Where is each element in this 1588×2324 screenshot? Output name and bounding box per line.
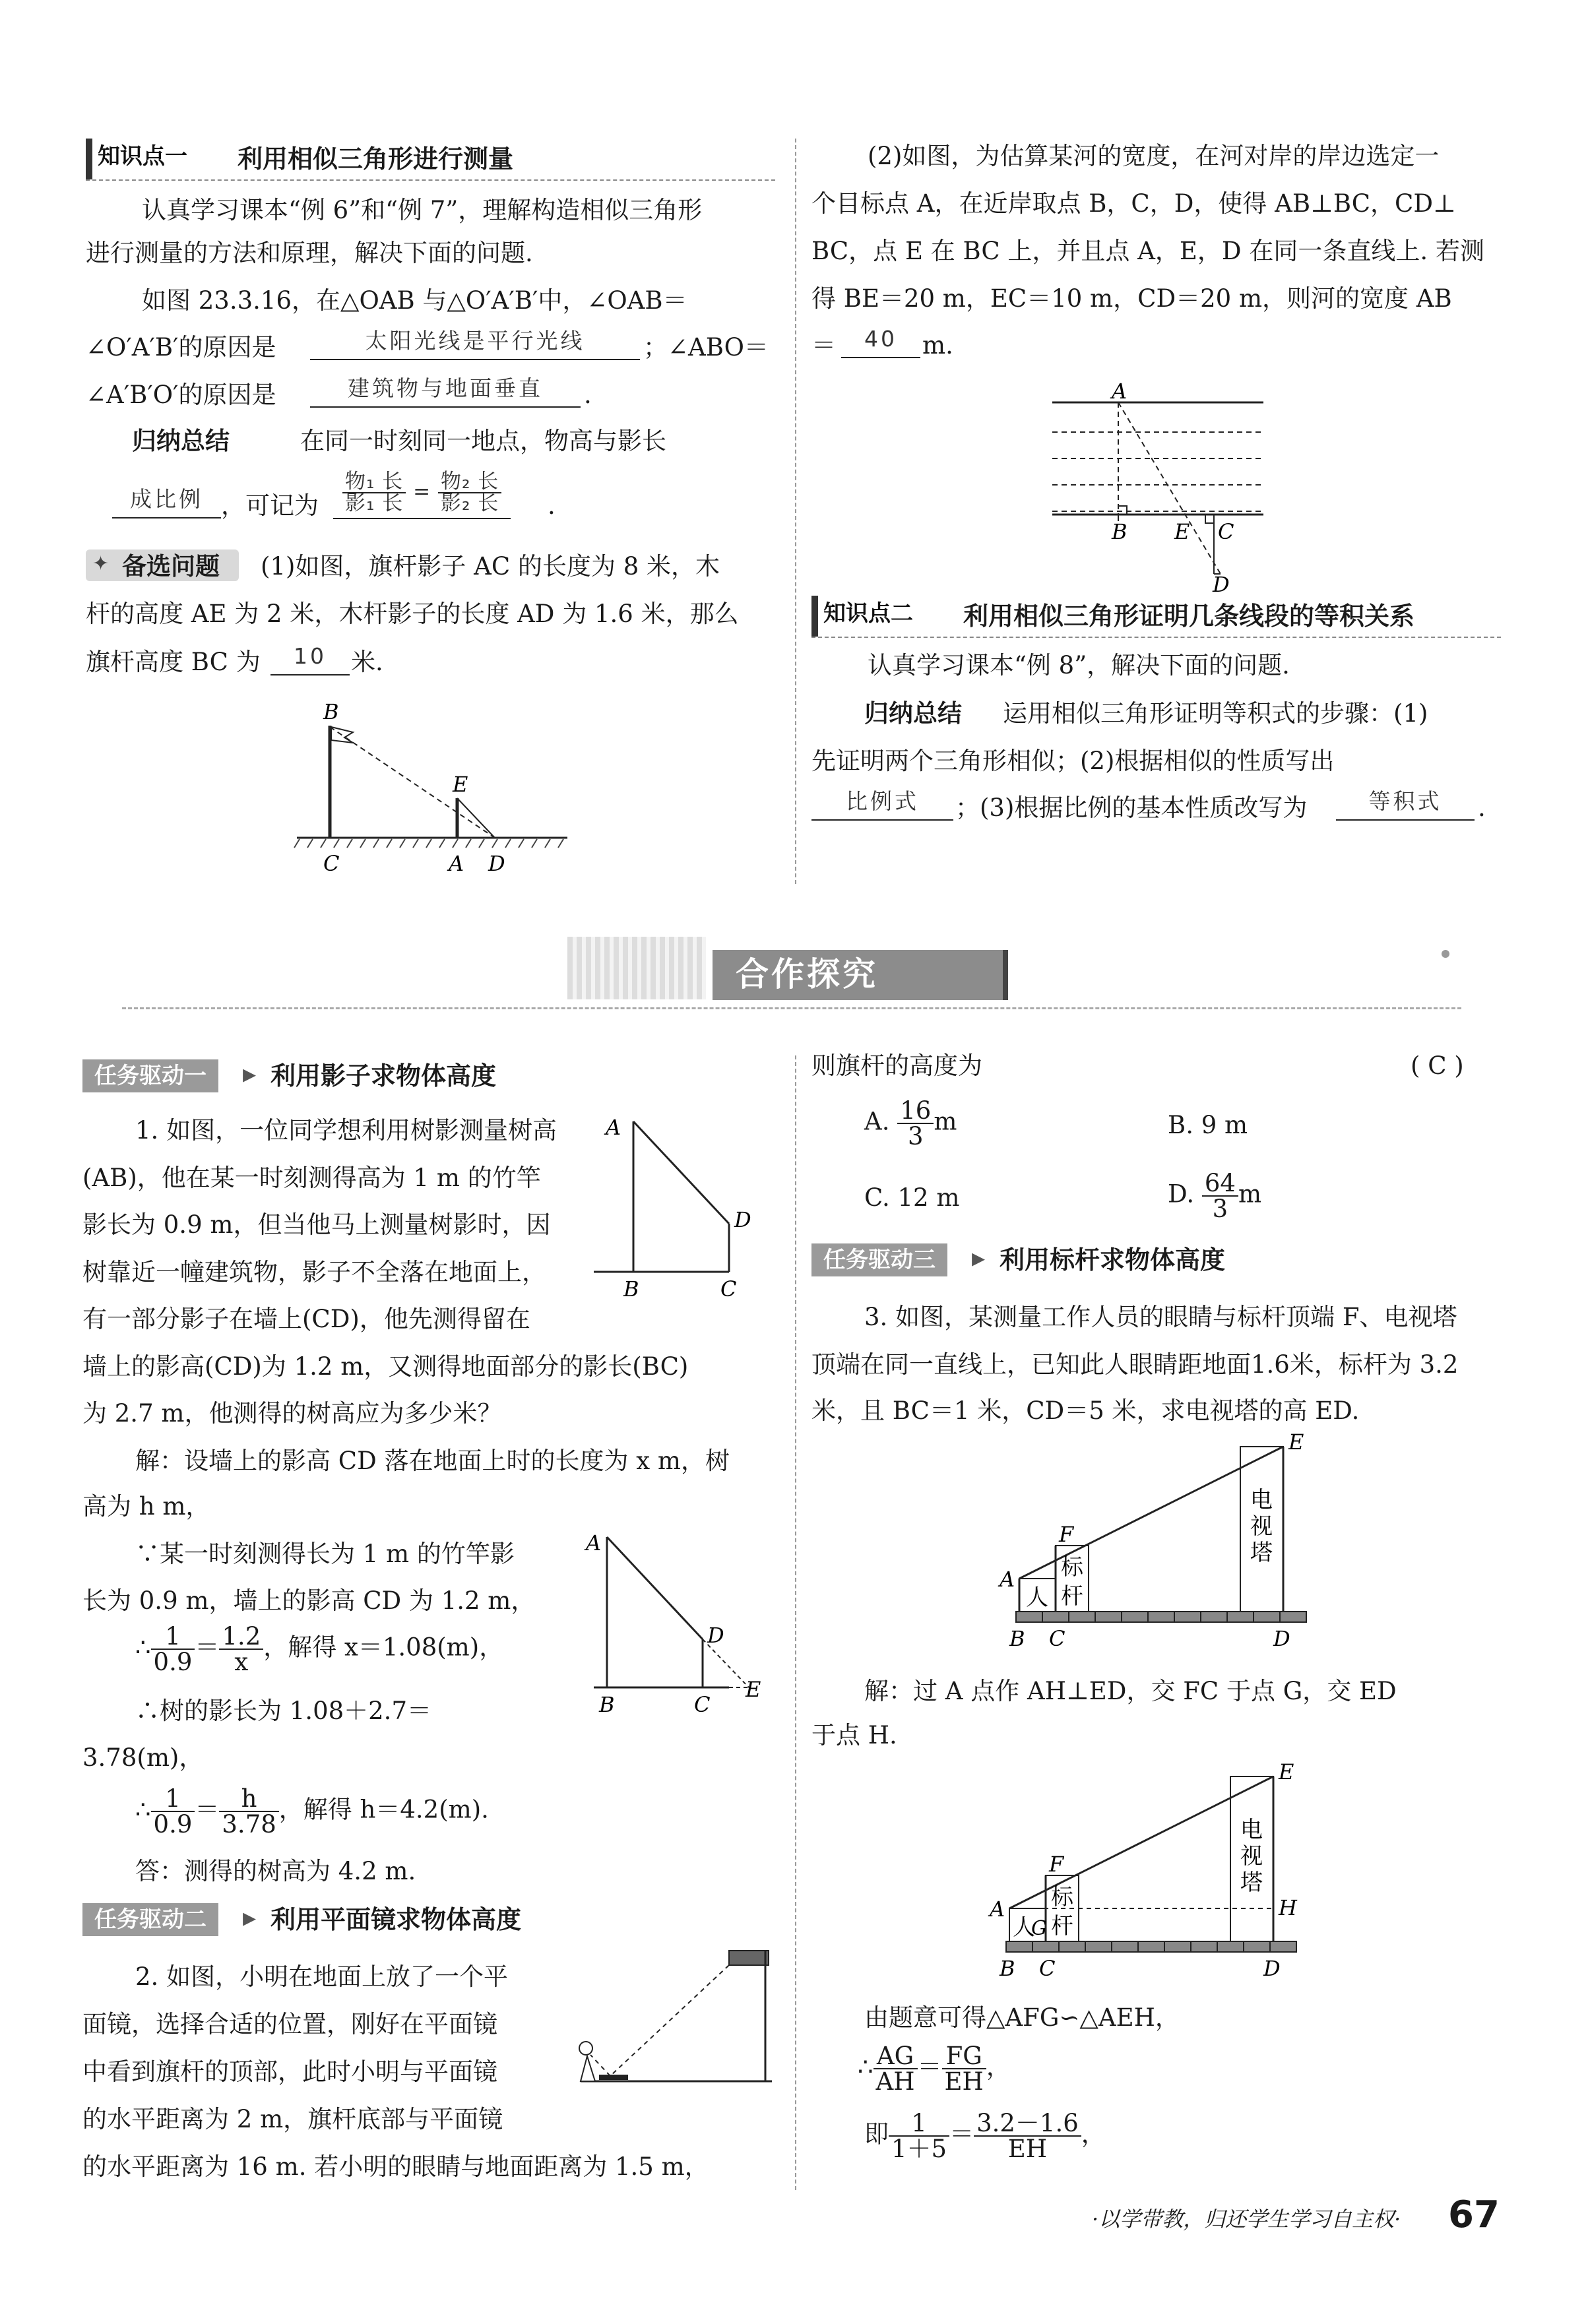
opt-a-num: 16 bbox=[897, 1098, 934, 1124]
flag-point-A: A bbox=[449, 851, 464, 876]
task1-s3: ∵某一时刻测得长为 1 m 的竹竿影 bbox=[135, 1540, 515, 1568]
task3-s5 bbox=[864, 2111, 1106, 2161]
t3s4-f1-num: AG bbox=[873, 2044, 918, 2069]
backup-q3b: 米. bbox=[351, 648, 383, 676]
opt-d-num: 64 bbox=[1202, 1171, 1238, 1197]
t3s4-post: ， bbox=[986, 2052, 1011, 2081]
task3-chevron-icon: ▸ bbox=[972, 1243, 986, 1273]
star-icon: ✦ bbox=[92, 552, 110, 575]
s5-f2-num: 1.2 bbox=[219, 1624, 263, 1650]
s5-equals: ＝ bbox=[195, 1633, 220, 1662]
t3s5-equals: ＝ bbox=[949, 2120, 974, 2149]
task1-q1: 1. 如图，一位同学想利用树影测量树高 bbox=[135, 1116, 557, 1145]
tv2-label-F: F bbox=[1049, 1852, 1064, 1877]
tv2-label-tv1: 电 bbox=[1240, 1817, 1263, 1843]
s8-f2-den: 3.78 bbox=[222, 1810, 276, 1838]
t3s5-pre: 即 bbox=[864, 2120, 889, 2149]
kp2-label: 知识点二 bbox=[823, 600, 913, 627]
kp2-s1: 运用相似三角形证明等积式的步骤：(1) bbox=[1003, 699, 1428, 728]
tv1-label-D: D bbox=[1273, 1626, 1290, 1651]
kp1-p2: 如图 23.3.16，在△OAB 与△O′A′B′中，∠OAB＝ bbox=[142, 286, 687, 315]
task1-q6: 墙上的影高(CD)为 1.2 m，又测得地面部分的影长(BC) bbox=[82, 1352, 689, 1381]
column-divider-top bbox=[795, 139, 796, 884]
task2-q1: 2. 如图，小明在地面上放了一个平 bbox=[135, 1963, 509, 1991]
task3-s1: 解：过 A 点作 AH⊥ED，交 FC 于点 G，交 ED bbox=[864, 1677, 1397, 1705]
river-point-D: D bbox=[1213, 572, 1230, 594]
kp1-summary-label: 归纳总结 bbox=[132, 427, 230, 455]
t3s4-therefore: ∴ bbox=[858, 2052, 873, 2081]
kp1-ratio-formula: $\frac{\text{物₁ 长}}{\text{影₁ 长}}$ = $\frac{\text{物₂ 长}}{\text{影₂ 长}}$ bbox=[333, 472, 511, 519]
tv2-label-E: E bbox=[1279, 1759, 1294, 1784]
kp1-p1b: 进行测量的方法和原理，解决下面的问题. bbox=[86, 239, 533, 267]
kp1-p1: 认真学习课本“例 6”和“例 7”，理解构造相似三角形 bbox=[142, 196, 703, 224]
s5-f1-num: 1 bbox=[151, 1624, 195, 1650]
t3s5-f2-num: 3.2－1.6 bbox=[974, 2111, 1081, 2137]
river-point-A: A bbox=[1112, 379, 1127, 404]
opt-d-unit: m bbox=[1238, 1179, 1262, 1209]
tv1-label-tv2: 视 bbox=[1250, 1513, 1273, 1540]
kp1-heading-bar bbox=[86, 139, 92, 179]
tv1-label-pole2: 杆 bbox=[1061, 1583, 1083, 1610]
tv2-label-tv3: 塔 bbox=[1240, 1869, 1263, 1896]
river-q1: (2)如图，为估算某河的宽度，在河对岸的岸边选定一 bbox=[868, 142, 1440, 170]
task2-option-c: C. 12 m bbox=[864, 1183, 960, 1212]
tree2-point-B: B bbox=[599, 1692, 615, 1717]
kp1-p3b: ；∠ABO＝ bbox=[643, 333, 769, 361]
tv2-label-pole2: 杆 bbox=[1051, 1913, 1073, 1939]
ratio-frac2-num: 物₂ 长 bbox=[438, 472, 501, 493]
t3s5-post: ， bbox=[1081, 2120, 1106, 2149]
tv1-label-A: A bbox=[1000, 1567, 1015, 1592]
t3s4-equals: ＝ bbox=[917, 2052, 942, 2081]
kp1-p4a: ∠A′B′O′的原因是 bbox=[86, 381, 276, 409]
kp2-p1: 认真学习课本“例 8”，解决下面的问题. bbox=[868, 651, 1290, 679]
tree-solution-figure bbox=[581, 1524, 792, 1722]
river-q2: 个目标点 A，在近岸取点 B，C，D，使得 AB⊥BC，CD⊥ bbox=[811, 189, 1456, 218]
kp1-answer1: 太阳光线是平行光线 bbox=[310, 330, 640, 360]
task3-label: 任务驱动三 bbox=[811, 1243, 947, 1276]
task2-chevron-icon: ▸ bbox=[243, 1902, 257, 1933]
task1-q5: 有一部分影子在墙上(CD)，他先测得留在 bbox=[82, 1305, 530, 1333]
kp2-underline bbox=[811, 637, 1501, 638]
river-q3: BC，点 E 在 BC 上，并且点 A，E，D 在同一条直线上. 若测 bbox=[811, 237, 1484, 265]
t3s5-f1-num: 1 bbox=[889, 2111, 949, 2137]
tv1-label-F: F bbox=[1059, 1522, 1074, 1547]
tv-tower-figure bbox=[996, 1428, 1326, 1679]
tree1-point-D: D bbox=[734, 1207, 751, 1232]
footer-slogan: ·以学带教，归还学生学习自主权· bbox=[1092, 2207, 1401, 2232]
tv2-label-person: 人 bbox=[1013, 1914, 1035, 1941]
task2-q5: 的水平距离为 16 m. 若小明的眼睛与地面距离为 1.5 m， bbox=[82, 2152, 709, 2181]
tree-shadow-figure bbox=[581, 1115, 778, 1300]
task1-q4: 树靠近一幢建筑物，影子不全落在地面上， bbox=[82, 1258, 546, 1286]
task2-q2: 面镜，选择合适的位置，刚好在平面镜 bbox=[82, 2010, 497, 2038]
task1-s1: 解：设墙上的影高 CD 落在地面上时的长度为 x m，树 bbox=[135, 1447, 730, 1475]
s5-therefore: ∴ bbox=[135, 1633, 151, 1662]
tv1-label-tv1: 电 bbox=[1250, 1487, 1273, 1513]
task3-s3: 由题意可得△AFG∽△AEH， bbox=[864, 2003, 1180, 2032]
task1-q3: 影长为 0.9 m，但当他马上测量树影时，因 bbox=[82, 1210, 551, 1239]
t3s4-f2-den: EH bbox=[944, 2067, 984, 2096]
opt-a-letter: A. bbox=[864, 1107, 890, 1136]
backup-q3a: 旗杆高度 BC 为 bbox=[86, 648, 261, 676]
task3-s4 bbox=[858, 2044, 1011, 2094]
task1-s5 bbox=[135, 1624, 503, 1674]
task1-s2: 高为 h m， bbox=[82, 1492, 210, 1521]
task2-q6: 则旗杆的高度为 bbox=[811, 1052, 982, 1080]
task2-label: 任务驱动二 bbox=[82, 1903, 218, 1936]
tree2-point-C: C bbox=[694, 1692, 711, 1717]
task2-q3: 中看到旗杆的顶部，此时小明与平面镜 bbox=[82, 2057, 497, 2086]
tree1-point-B: B bbox=[623, 1276, 639, 1300]
ratio-frac2-den: 影₂ 长 bbox=[440, 491, 499, 515]
s5-post: ，解得 x＝1.08(m)， bbox=[263, 1633, 504, 1662]
kp2-title: 利用相似三角形证明几条线段的等积关系 bbox=[963, 602, 1415, 631]
river-q5a: ＝ bbox=[811, 331, 836, 360]
s5-f2-den: x bbox=[234, 1648, 249, 1676]
banner-rule-end bbox=[1442, 950, 1449, 958]
task1-s4: 长为 0.9 m，墙上的影高 CD 为 1.2 m， bbox=[82, 1586, 536, 1615]
kp2-summary-label: 归纳总结 bbox=[864, 699, 962, 728]
opt-d-den: 3 bbox=[1212, 1195, 1228, 1223]
tv1-label-B: B bbox=[1009, 1626, 1025, 1651]
tv2-label-H: H bbox=[1279, 1895, 1297, 1920]
kp2-answer2: 等积式 bbox=[1336, 790, 1475, 821]
task1-title: 利用影子求物体高度 bbox=[270, 1061, 497, 1090]
t3s5-f1-den: 1＋5 bbox=[891, 2135, 947, 2163]
column-divider-bottom bbox=[795, 1055, 796, 2190]
task2-option-b: B. 9 m bbox=[1168, 1111, 1248, 1139]
task1-s8 bbox=[135, 1786, 489, 1837]
kp1-answer3: 成比例 bbox=[112, 488, 221, 518]
river-point-E: E bbox=[1174, 519, 1190, 544]
kp2-s3: ；(3)根据比例的基本性质改写为 bbox=[955, 794, 1308, 822]
s8-f2-num: h bbox=[219, 1786, 278, 1812]
tv-tower-solution-figure bbox=[986, 1758, 1316, 2009]
opt-a-den: 3 bbox=[908, 1122, 924, 1150]
task2-option-d bbox=[1168, 1171, 1261, 1221]
tv2-label-B: B bbox=[1000, 1956, 1015, 1981]
ratio-frac1-num: 物₁ 长 bbox=[342, 472, 406, 493]
tree1-point-C: C bbox=[720, 1276, 737, 1300]
kp2-s3b: . bbox=[1478, 794, 1486, 822]
banner-decoration bbox=[567, 937, 706, 999]
task2-title: 利用平面镜求物体高度 bbox=[270, 1905, 522, 1934]
river-answer: 40 bbox=[841, 328, 920, 358]
tree2-point-D: D bbox=[707, 1623, 724, 1648]
task3-s2: 于点 H. bbox=[811, 1721, 897, 1749]
kp1-p3a: ∠O′A′B′的原因是 bbox=[86, 333, 276, 361]
river-q4: 得 BE＝20 m，EC＝10 m，CD＝20 m，则河的宽度 AB bbox=[811, 284, 1452, 313]
tv2-label-tv2: 视 bbox=[1240, 1843, 1263, 1869]
task2-answer: ( C ) bbox=[1411, 1052, 1464, 1080]
kp1-summary: 在同一时刻同一地点，物高与影长 bbox=[300, 427, 666, 455]
page-number: 67 bbox=[1448, 2193, 1500, 2236]
kp2-s2: 先证明两个三角形相似；(2)根据相似的性质写出 bbox=[811, 747, 1335, 775]
tv2-label-G: G bbox=[1031, 1917, 1047, 1940]
t3s4-f1-den: AH bbox=[875, 2067, 915, 2096]
task2-option-a bbox=[864, 1098, 957, 1148]
tv2-label-pole1: 标 bbox=[1051, 1884, 1073, 1910]
river-figure bbox=[1042, 369, 1273, 594]
task3-title: 利用标杆求物体高度 bbox=[1000, 1245, 1226, 1274]
kp1-summary-b: ，可记为 bbox=[221, 491, 319, 520]
tree2-point-E: E bbox=[746, 1677, 761, 1702]
opt-d-letter: D. bbox=[1168, 1179, 1195, 1209]
opt-a-unit: m bbox=[934, 1107, 957, 1136]
kp1-title: 利用相似三角形进行测量 bbox=[238, 144, 514, 173]
flag-point-D: D bbox=[488, 851, 505, 876]
river-point-C: C bbox=[1218, 519, 1234, 544]
tv1-label-person: 人 bbox=[1026, 1585, 1048, 1611]
backup-label: 备选问题 bbox=[122, 552, 220, 581]
task1-q7: 为 2.7 m，他测得的树高应为多少米？ bbox=[82, 1399, 502, 1428]
tv1-label-pole1: 标 bbox=[1061, 1554, 1083, 1581]
kp1-period: . bbox=[548, 491, 556, 520]
flag-point-E: E bbox=[453, 772, 468, 797]
tv1-label-E: E bbox=[1288, 1429, 1304, 1455]
kp2-heading-bar bbox=[811, 596, 818, 637]
task2-q4: 的水平距离为 2 m，旗杆底部与平面镜 bbox=[82, 2105, 503, 2133]
tv1-label-tv3: 塔 bbox=[1250, 1540, 1273, 1566]
s8-f1-den: 0.9 bbox=[153, 1810, 193, 1838]
river-q5b: m. bbox=[922, 331, 953, 360]
mirror-figure bbox=[561, 1943, 778, 2114]
s8-f1-num: 1 bbox=[151, 1786, 195, 1812]
banner-title: 合作探究 bbox=[736, 955, 878, 993]
ratio-frac1-den: 影₁ 长 bbox=[345, 491, 404, 515]
banner-rule bbox=[122, 1007, 1461, 1009]
kp1-answer2: 建筑物与地面垂直 bbox=[310, 377, 581, 408]
t3s5-f2-den: EH bbox=[1007, 2135, 1048, 2163]
task1-chevron-icon: ▸ bbox=[243, 1059, 257, 1089]
backup-answer: 10 bbox=[270, 645, 350, 675]
task3-q3: 米，且 BC＝1 米，CD＝5 米，求电视塔的高 ED. bbox=[811, 1397, 1360, 1425]
tree1-point-A: A bbox=[606, 1115, 621, 1140]
task3-q1: 3. 如图，某测量工作人员的眼睛与标杆顶端 F、电视塔 bbox=[864, 1303, 1457, 1331]
task1-s9: 答：测得的树高为 4.2 m. bbox=[135, 1857, 416, 1885]
tree2-point-A: A bbox=[586, 1530, 602, 1555]
task1-label: 任务驱动一 bbox=[82, 1059, 218, 1092]
task1-s6: ∴树的影长为 1.08＋2.7＝ bbox=[135, 1697, 431, 1725]
kp1-p4b: . bbox=[584, 381, 592, 409]
backup-q2: 杆的高度 AE 为 2 米，木杆影子的长度 AD 为 1.6 米，那么 bbox=[86, 600, 739, 628]
tv2-label-A: A bbox=[990, 1897, 1005, 1922]
tv2-label-C: C bbox=[1039, 1956, 1056, 1981]
kp2-answer1: 比例式 bbox=[811, 790, 953, 821]
s8-equals: ＝ bbox=[195, 1795, 220, 1824]
s5-f1-den: 0.9 bbox=[153, 1648, 193, 1676]
task3-q2: 顶端在同一直线上，已知此人眼睛距地面1.6米，标杆为 3.2 bbox=[811, 1350, 1459, 1379]
flagpole-figure bbox=[290, 699, 581, 884]
river-point-B: B bbox=[1112, 519, 1127, 544]
s8-therefore: ∴ bbox=[135, 1795, 151, 1824]
task1-s7: 3.78(m)， bbox=[82, 1743, 204, 1772]
t3s4-f2-num: FG bbox=[942, 2044, 986, 2069]
s8-post: ，解得 h＝4.2(m). bbox=[278, 1795, 489, 1824]
backup-q1: (1)如图，旗杆影子 AC 的长度为 8 米，木 bbox=[261, 552, 720, 581]
kp1-underline bbox=[86, 179, 775, 181]
tv1-label-C: C bbox=[1049, 1626, 1065, 1651]
tv2-label-D: D bbox=[1263, 1956, 1281, 1981]
flag-point-C: C bbox=[323, 851, 340, 876]
task1-q2: (AB)，他在某一时刻测得高为 1 m 的竹竿 bbox=[82, 1164, 541, 1192]
kp1-label: 知识点一 bbox=[98, 143, 187, 170]
flag-point-B: B bbox=[323, 699, 339, 724]
